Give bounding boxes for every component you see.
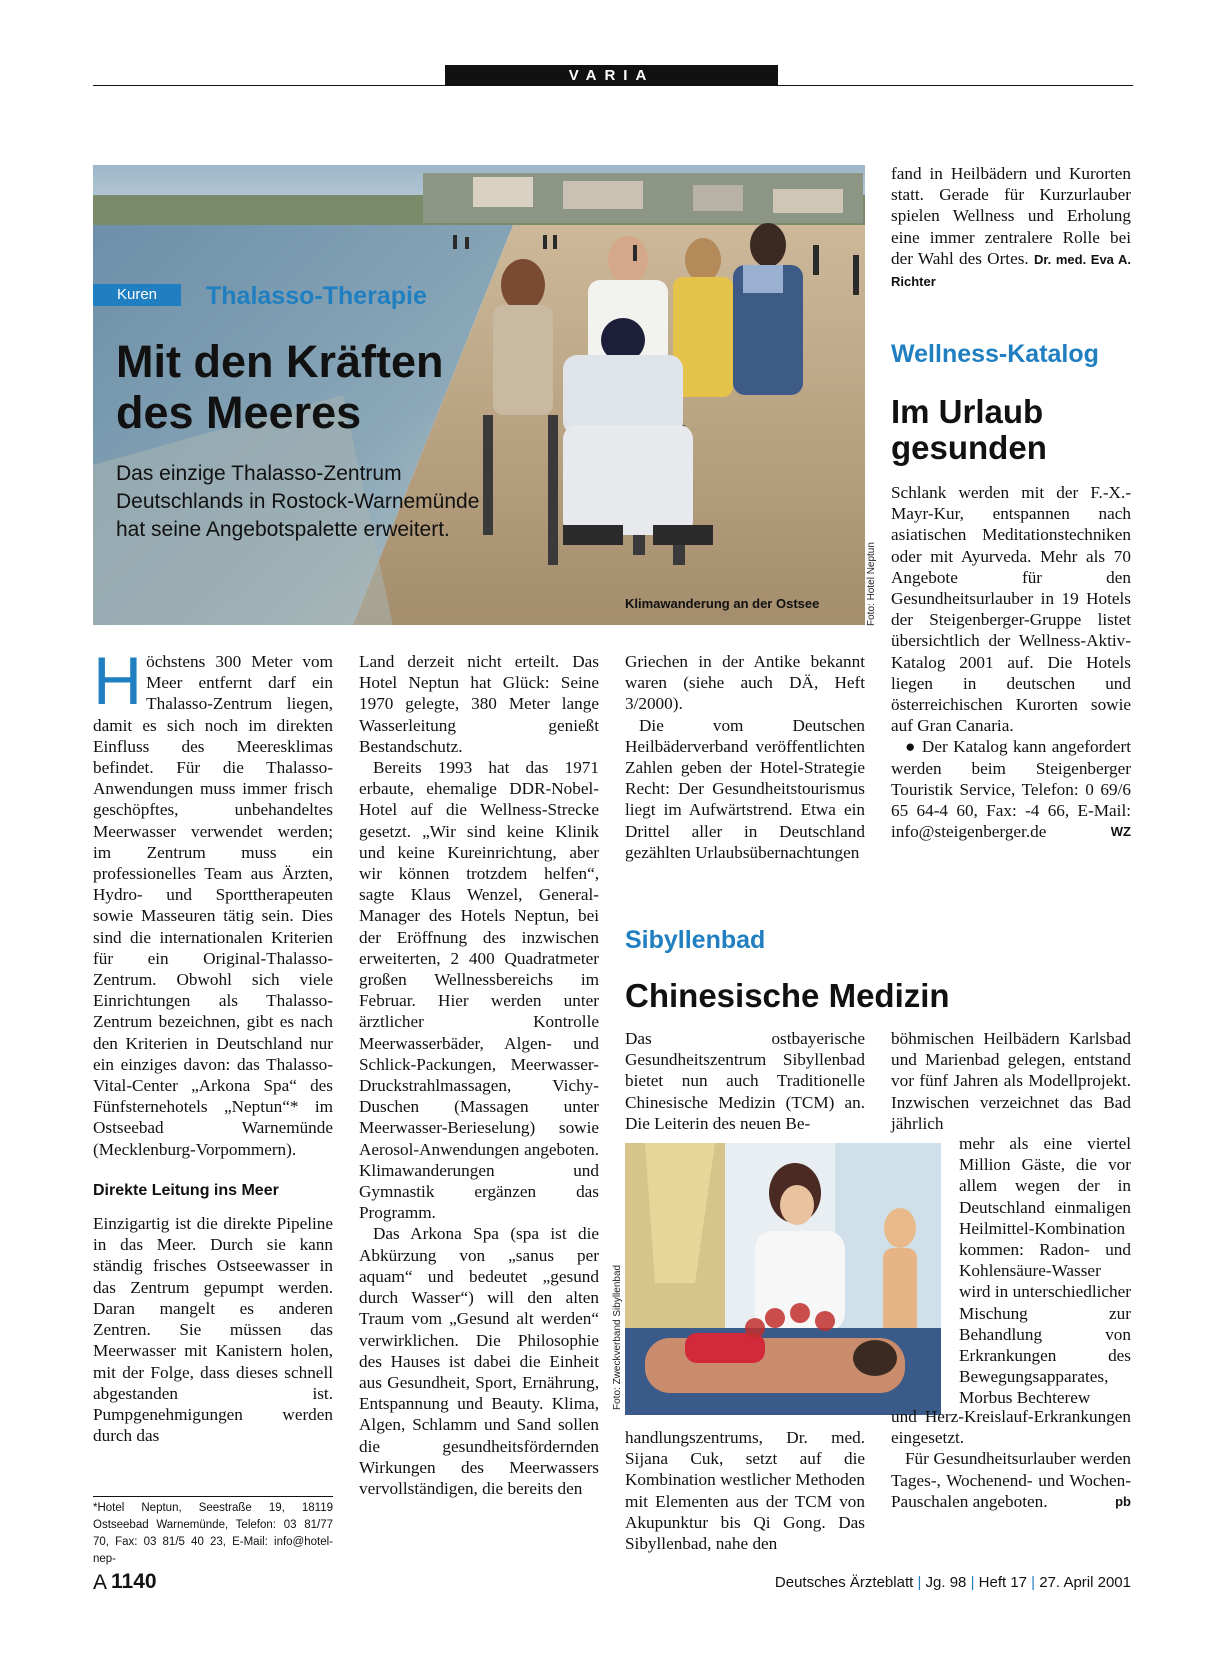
- main-paragraph-1: Höchstens 300 Meter vom Meer entfernt darf ein Thalasso-Zentrum liegen, damit es sich noch im direkten Einfluss des Meeresklimas befindet. Für die Thalasso-Anwendungen muss immer frisch geschöpftes, unbehandeltes Meerwasser verwendet werden; im Zentrum muss ein professionelles Team aus Ärzten, Hydro- und Sporttherapeuten sowie Masseuren tätig sein. Dies sind die internationalen Kriterien für ein Original-Thalasso-Zentrum. Obwohl sich viele Einrichtungen als Thalasso-Zentrum bezeichnen, gibt es nach den Kriterien in Deutschland nur ein einziges davon: das Thalasso-Vital-Center „Arkona Spa“ des Fünfsternehotels „Neptun“* im Ostseebad Warnemünde (Mecklenburg-Vorpommern).: [93, 643, 333, 1159]
- page-number: 1140: [111, 1570, 157, 1593]
- footer-separator: |: [913, 1574, 926, 1591]
- header-rule: [93, 85, 1133, 86]
- lead-line2: Deutschlands in Rostock-Warnemünde: [116, 490, 480, 513]
- treatment-photo-illustration: [625, 1143, 941, 1415]
- main-paragraph-7: Die vom Deutschen Heilbäderverband veröffentlichten Zahlen geben der Hotel-Strategie Recht: Der Gesundheitstourismus liegt im Aufwärtstrend. Etwa ein Drittel aller in Deutschland gezählten Urlaubsübernachtungen: [625, 715, 865, 862]
- main-title-line1: Mit den Kräften: [116, 336, 444, 387]
- footer-citation: [740, 1572, 1131, 1594]
- main-paragraph-6: Griechen in der Antike bekannt waren (siehe auch DÄ, Heft 3/2000).: [625, 652, 865, 714]
- sibyllen-kicker: Sibyllenbad: [625, 926, 766, 954]
- wellness-paragraph-1: Schlank werden mit der F.-X.-Mayr-Kur, entspannen nach asiatischen Meditationstechniken oder mit Ayurveda. Mehr als 70 Angebote für den Gesundheitsurlauber in 19 Hotels der Steigenberger-Gruppe listet übersichtlich der Wellness-Aktiv-Katalog 2001 auf. Die Hotels liegen in deutschen und österreichischen Kurorten sowie auf Gran Canaria.: [891, 483, 1131, 736]
- section-label: VARIA: [445, 65, 778, 86]
- wellness-author: WZ: [1110, 824, 1131, 840]
- main-column-1: [93, 643, 333, 1446]
- main-paragraph-5: Das Arkona Spa (spa ist die Abkürzung von „sanus per aquam“ und bedeutet „gesund durch Wasser“) will den alten Traum vom „Gesund alt werden“ verwirklichen. Die Philosophie des Hauses ist dabei die Einheit aus Gesundheit, Sport, Ernährung, Entspannung und Beauty. Klima, Algen, Schlamm und Sand sollen die gesundheitsfördernden Wirkungen des Meerwassers vervollständigen, die bereits den: [359, 1224, 599, 1498]
- sibyllen-paragraph-1: Das ostbayerische Gesundheitszentrum Sibyllenbad bietet nun auch Traditionelle Chinesische Medizin (TCM) an. Die Leiterin des neuen Be-: [625, 1029, 865, 1133]
- sibyllen-paragraph-5: und Herz-Kreislauf-Erkrankungen eingesetzt.: [891, 1407, 1131, 1448]
- wellness-paragraph-2: ● Der Katalog kann angefordert werden beim Steigenberger Touristik Service, Telefon: 0 69/6 65 64-4 60, Fax: -4 66, E-Mail: info@steigenberger.de WZ: [891, 737, 1131, 842]
- treatment-photo-credit: Foto: Zweckverband Sibyllenbad: [612, 1264, 623, 1410]
- main-column-4: [891, 163, 1131, 292]
- drop-cap: H: [93, 643, 143, 719]
- sibyllen-column-a-top: [625, 1028, 865, 1134]
- sibyllen-column-b-top: [891, 1028, 1131, 1134]
- photo-credit: Foto: Hotel Neptun: [866, 542, 877, 626]
- wellness-kicker: Wellness-Katalog: [891, 340, 1099, 368]
- footnote: *Hotel Neptun, Seestraße 19, 18119 Ostseebad Warnemünde, Telefon: 03 81/77 70, Fax: 03 81/5 40 23, E-Mail: info@hotel-nep-: [93, 1502, 333, 1565]
- category-label: Kuren: [117, 286, 158, 303]
- sibyllen-paragraph-6: Für Gesundheitsurlauber werden Tages-, Wochenend- und Wochen-Pauschalen angeboten. pb: [891, 1449, 1131, 1511]
- footer-separator: |: [966, 1574, 979, 1591]
- main-paragraph-8: fand in Heilbädern und Kurorten statt. Gerade für Kurzurlauber spielen Wellness und Erholung eine immer zentralere Rolle bei der Wahl des Ortes. Dr. med. Eva A. Richter: [891, 164, 1132, 290]
- footer-separator: |: [1027, 1574, 1040, 1591]
- main-column-3: [625, 651, 865, 863]
- sibyllen-title: Chinesische Medizin: [625, 977, 950, 1014]
- photo-caption: Klimawanderung an der Ostsee: [625, 596, 820, 611]
- wellness-title-line2: gesunden: [891, 429, 1047, 466]
- main-paragraph-2: Einzigartig ist die direkte Pipeline in das Meer. Durch sie kann ständig frisches Ostseewasser in das Zentrum gepumpt werden. Daran mangelt es anderen Zentren. Sie müssen das Meerwasser mit Kanistern holen, mit der Folge, dass dieses schnell abgestanden ist. Pumpgenehmigungen werden durch das: [93, 1214, 333, 1446]
- main-paragraph-4: Bereits 1993 hat das 1971 erbaute, ehemalige DDR-Nobel-Hotel auf die Wellness-Strecke gesetzt. „Wir sind keine Klinik und keine Kureinrichtung, aber wir können trotzdem helfen“, sagte Klaus Wenzel, General-Manager des Hotels Neptun, bei der Eröffnung des inzwischen erweiterten, 2 400 Quadratmeter großen Wellnessbereichs im Februar. Hier werden unter ärztlicher Kontrolle Meerwasserbäder, Algen- und Schlick-Packungen, Meerwasser-Druckstrahlmassagen, Vichy-Duschen (Massagen unter Meerwasser-Berieselung) sowie Aerosol-Anwendungen angeboten. Klimawanderungen und Gymnastik ergänzen das Programm.: [359, 758, 599, 1223]
- treatment-photo: [625, 1143, 941, 1415]
- sibyllen-column-a-bottom: [625, 1427, 865, 1554]
- wellness-title-line1: Im Urlaub: [891, 393, 1044, 430]
- sibyllen-paragraph-3: böhmischen Heilbädern Karlsbad und Marienbad gelegen, entstand vor fünf Jahren als Modellprojekt. Inzwischen verzeichnet das Bad jährlich: [891, 1029, 1131, 1133]
- sibyllen-column-b-bottom: [891, 1406, 1131, 1512]
- main-title-line2: des Meeres: [116, 387, 362, 438]
- journal-issue: Heft 17: [978, 1574, 1028, 1591]
- journal-volume: Jg. 98: [925, 1574, 967, 1591]
- lead-line1: Das einzige Thalasso-Zentrum: [116, 462, 402, 485]
- main-column-2: [359, 651, 599, 1499]
- page-prefix: A: [93, 1571, 108, 1594]
- lead-line3: hat seine Angebotspalette erweitert.: [116, 518, 450, 541]
- sibyllen-paragraph-4: mehr als eine viertel Million Gäste, die vor allem wegen der in Deutschland einmaligen Heilmittel-Kombination kommen: Radon- und Kohlensäure-Wasser wird in unterschiedlicher Mischung zur Behandlung von Erkrankungen des Bewegungsapparates, Morbus Bechterew: [959, 1134, 1131, 1408]
- wellness-body: [891, 482, 1131, 842]
- main-kicker: Thalasso-Therapie: [206, 282, 427, 310]
- sibyllen-paragraph-2: handlungszentrums, Dr. med. Sijana Cuk, setzt auf die Kombination westlicher Methoden mit Elementen aus der TCM von Akupunktur bis Qi Gong. Das Sibyllenbad, nahe den: [625, 1428, 865, 1554]
- main-paragraph-3: Land derzeit nicht erteilt. Das Hotel Neptun hat Glück: Seine 1970 gelegte, 380 Meter lange Wasserleitung genießt Bestandschutz.: [359, 652, 599, 756]
- main-author: Dr. med. Eva A. Richter: [891, 251, 1132, 290]
- sibyllen-column-b-wrap: [959, 1133, 1131, 1409]
- sibyllen-author: pb: [1115, 1493, 1131, 1509]
- journal-name: Deutsches Ärzteblatt: [774, 1574, 914, 1591]
- journal-date: 27. April 2001: [1039, 1574, 1131, 1591]
- subhead: Direkte Leitung ins Meer: [93, 1181, 279, 1199]
- footnote-rule: [93, 1496, 333, 1497]
